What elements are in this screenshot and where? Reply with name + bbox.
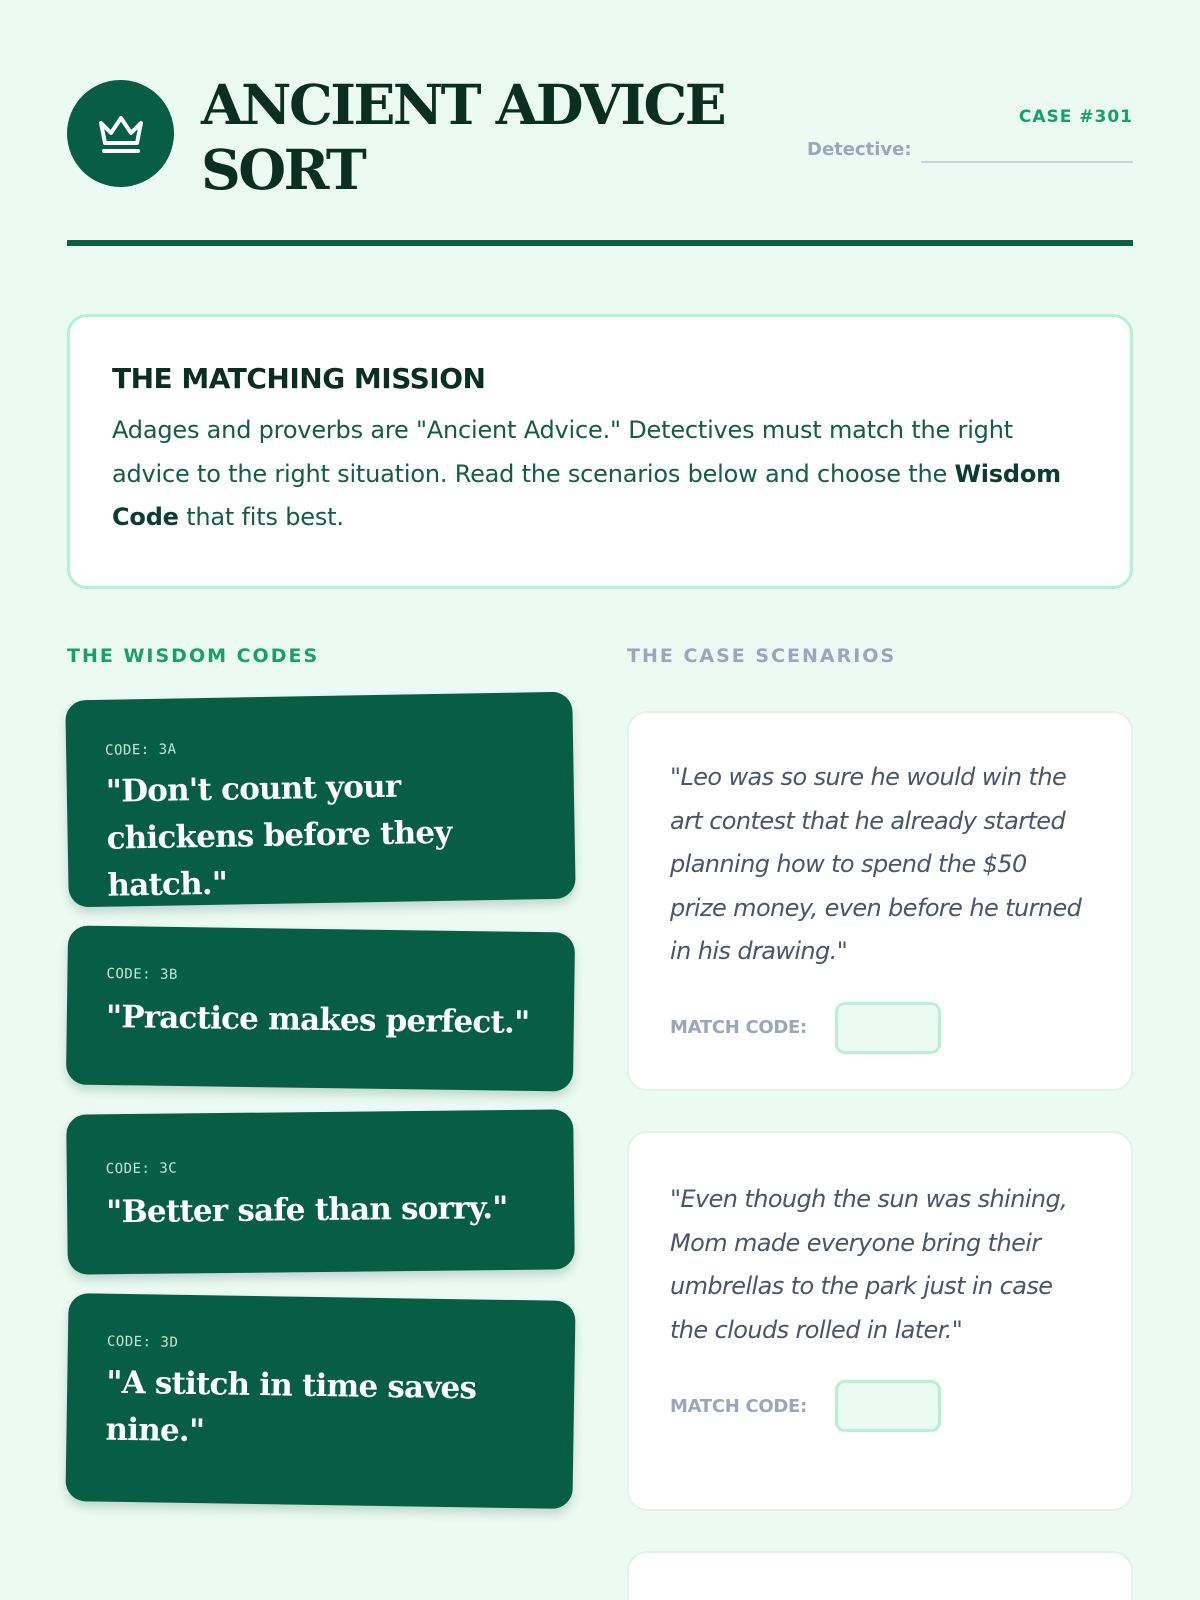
mission-text-outro: that fits best. [178, 503, 344, 531]
code-quote: "Practice makes perfect." [105, 999, 530, 1041]
code-tag: CODE: 3C [105, 1160, 178, 1178]
match-row [670, 1002, 1089, 1054]
scenario-text: "Even though the sun was shining, Mom made everyone bring their umbrellas to the park just in case the clouds rolled in later." [670, 1185, 1068, 1344]
code-tag: CODE: 3A [104, 741, 177, 759]
code-quote: "Better safe than sorry." [106, 1190, 508, 1231]
wisdom-code-card[interactable] [66, 1109, 575, 1274]
page-title: ANCIENT ADVICE SORT [201, 72, 725, 202]
case-number: CASE #301 [1018, 107, 1133, 127]
mission-text-intro: Adages and proverbs are "Ancient Advice." Detectives must match the right advice to the right situation. Read the scenarios below and choose the [112, 416, 1013, 488]
mission-title: THE MATCHING MISSION [112, 362, 486, 395]
code-quote: "A stitch in time saves nine." [105, 1364, 477, 1450]
scenario-card [627, 711, 1133, 1091]
wisdom-codes-heading: THE WISDOM CODES [67, 645, 320, 667]
code-quote: "Don't count your chickens before they hatch." [105, 768, 452, 904]
match-code-label: MATCH CODE: [670, 1017, 807, 1038]
wisdom-code-card[interactable] [65, 692, 576, 908]
mission-text [112, 409, 1088, 540]
header-divider [67, 240, 1133, 246]
mission-text-highlight: Wisdom Code [112, 459, 1061, 531]
match-row [670, 1380, 1089, 1432]
wisdom-code-card[interactable] [66, 925, 575, 1091]
scenario-text: "Leo was so sure he would win the art contest that he already started planning how to spend the $50 prize money, even before he turned in his drawing." [670, 763, 1082, 965]
logo-badge [67, 80, 174, 187]
mission-box [67, 314, 1133, 589]
match-code-label: MATCH CODE: [670, 1395, 807, 1417]
scenario-card [627, 1551, 1133, 1600]
match-code-input[interactable] [835, 1380, 941, 1432]
detective-label: Detective: [807, 139, 912, 160]
detective-name-line[interactable] [921, 161, 1133, 163]
code-tag: CODE: 3B [106, 966, 179, 984]
scenario-card [627, 1131, 1133, 1511]
case-scenarios-heading: THE CASE SCENARIOS [627, 645, 897, 667]
wisdom-code-card[interactable] [65, 1293, 575, 1509]
crown-icon [96, 111, 146, 157]
code-tag: CODE: 3D [106, 1333, 179, 1351]
match-code-input[interactable] [835, 1002, 941, 1054]
